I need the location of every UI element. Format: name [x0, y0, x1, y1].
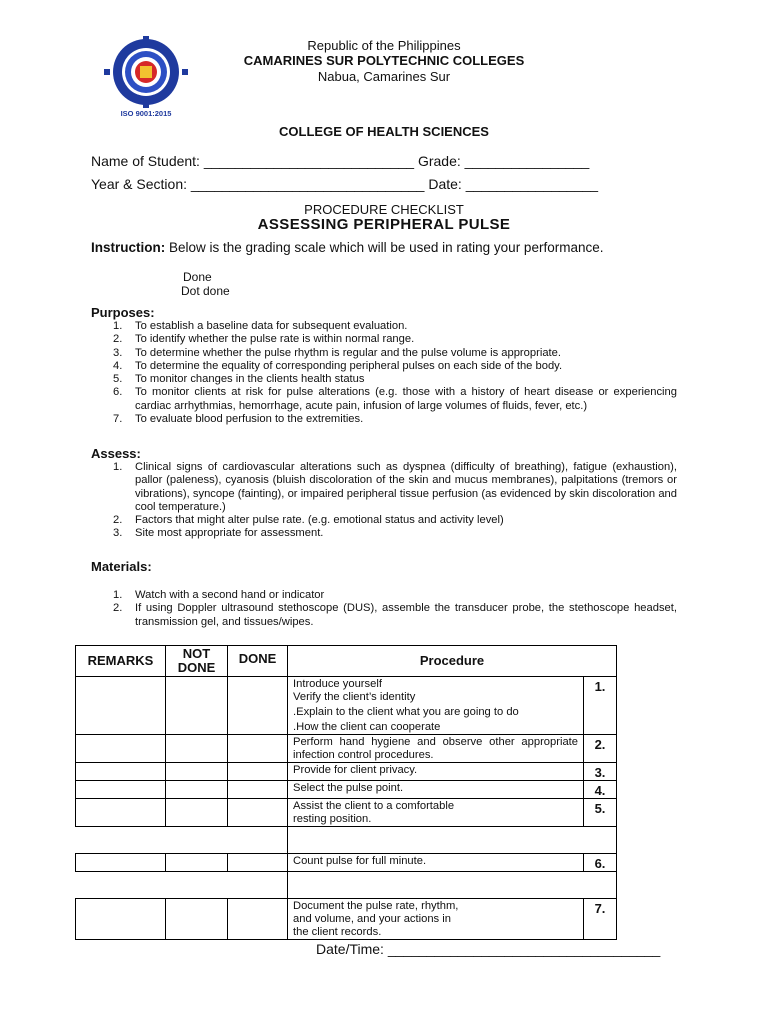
table-row	[76, 763, 617, 781]
step-number: 5.	[584, 799, 617, 827]
assess-heading: Assess:	[91, 446, 141, 461]
list-item: 1. Watch with a second hand or indicator	[113, 589, 325, 601]
list-item: 1. To establish a baseline data for subsequent evaluation.	[113, 320, 408, 332]
list-item: 7. To evaluate blood perfusion to the extremities.	[113, 413, 364, 426]
not-done-header: NOT DONE	[166, 646, 228, 677]
table-header-row	[76, 646, 617, 677]
remarks-cell[interactable]	[76, 735, 166, 763]
step-number: 2.	[584, 735, 617, 763]
materials-list	[91, 589, 677, 629]
remarks-cell[interactable]	[76, 899, 166, 940]
list-item: 2. Factors that might alter pulse rate. (e.g. emotional status and activity level)	[113, 514, 504, 527]
step-number: 7.	[584, 899, 617, 940]
list-item: 6. To monitor clients at risk for pulse alterations (e.g. those with a history of heart disease or experiencing cardiac arrhythmias, hemorrhage, acute pain, infusion of large volumes of fluids, fever, etc.)	[113, 386, 677, 412]
not-done-cell[interactable]	[166, 854, 228, 872]
done-cell[interactable]	[228, 854, 288, 872]
remarks-cell[interactable]	[76, 677, 166, 735]
table-row	[76, 799, 617, 827]
remarks-cell[interactable]	[76, 781, 166, 799]
not-done-cell[interactable]	[166, 899, 228, 940]
date-time-line: Date/Time: ___________________________________	[316, 941, 661, 957]
list-item: 5. To monitor changes in the clients health status	[113, 373, 365, 386]
not-done-cell[interactable]	[166, 735, 228, 763]
gear-icon	[104, 36, 188, 108]
step-number: 3.	[584, 763, 617, 781]
instruction-text: Below is the grading scale which will be used in rating your performance.	[165, 240, 604, 255]
procedure-cell: Perform hand hygiene and observe other appropriate infection control procedures.	[288, 735, 584, 763]
list-item: 2. To identify whether the pulse rate is within normal range.	[113, 333, 415, 346]
college-name: COLLEGE OF HEALTH SCIENCES	[279, 124, 489, 139]
student-name-grade-line: Name of Student: ___________________________ Grade: ________________	[91, 153, 590, 169]
done-cell[interactable]	[228, 799, 288, 827]
table-spacer	[76, 872, 617, 899]
procedure-cell: Assist the client to a comfortable resting position.	[288, 799, 584, 827]
not-done-cell[interactable]	[166, 799, 228, 827]
materials-heading: Materials:	[91, 559, 152, 574]
purposes-heading: Purposes:	[91, 305, 155, 320]
done-cell[interactable]	[228, 677, 288, 735]
procedure-cell: Introduce yourself Verify the client’s identity .Explain to the client what you are going to do .How the client can cooperate	[288, 677, 584, 735]
college-logo	[104, 36, 188, 120]
header-institution: CAMARINES SUR POLYTECHNIC COLLEGES	[243, 53, 525, 68]
checklist-title: PROCEDURE CHECKLIST	[304, 202, 464, 217]
procedure-title: ASSESSING PERIPHERAL PULSE	[257, 216, 511, 233]
year-section-date-line: Year & Section: ______________________________ Date: _________________	[91, 176, 599, 192]
list-item: 4. To determine the equality of corresponding peripheral pulses on each side of the body.	[113, 359, 563, 372]
procedure-cell: Count pulse for full minute.	[288, 854, 584, 872]
remarks-cell[interactable]	[76, 854, 166, 872]
done-cell[interactable]	[228, 781, 288, 799]
table-row	[76, 677, 617, 735]
not-done-cell[interactable]	[166, 781, 228, 799]
header-republic: Republic of the Philippines	[307, 38, 461, 53]
list-item: 3. Site most appropriate for assessment.	[113, 527, 324, 540]
remarks-header: REMARKS	[76, 646, 166, 677]
list-item: 3. To determine whether the pulse rhythm is regular and the pulse volume is appropriate.	[113, 346, 561, 359]
procedure-header: Procedure	[288, 646, 617, 677]
procedure-cell: Select the pulse point.	[288, 781, 584, 799]
done-cell[interactable]	[228, 899, 288, 940]
table-row	[76, 735, 617, 763]
purposes-list	[91, 320, 677, 426]
done-cell[interactable]	[228, 763, 288, 781]
procedure-table	[75, 645, 617, 940]
assess-list	[91, 461, 677, 541]
procedure-cell: Provide for client privacy.	[288, 763, 584, 781]
list-item: 2. If using Doppler ultrasound stethoscope (DUS), assemble the transducer probe, the stethoscope headset, transmission gel, and tissues/wipes.	[113, 602, 677, 628]
instruction	[91, 240, 603, 255]
remarks-cell[interactable]	[76, 799, 166, 827]
scale-done: Done	[183, 270, 212, 284]
table-row	[76, 854, 617, 872]
header-location: Nabua, Camarines Sur	[317, 69, 451, 84]
remarks-cell[interactable]	[76, 763, 166, 781]
table-spacer	[76, 827, 617, 854]
done-cell[interactable]	[228, 735, 288, 763]
table-row	[76, 899, 617, 940]
list-item: 1. Clinical signs of cardiovascular alterations such as dyspnea (difficulty of breathing), fatigue (exhaustion), pallor (paleness), cyanosis (bluish discoloration of the skin and mucus membranes), palpitations (tremors or vibrations), syncope (fainting), or impaired peripheral tissue perfusion (as evidenced by skin discoloration and cool temperature.)	[113, 461, 677, 513]
done-header: DONE	[228, 646, 288, 677]
scale-not-done: Dot done	[181, 284, 230, 298]
instruction-label: Instruction:	[91, 240, 166, 255]
not-done-cell[interactable]	[166, 763, 228, 781]
not-done-cell[interactable]	[166, 677, 228, 735]
procedure-cell: Document the pulse rate, rhythm, and volume, and your actions in the client records.	[288, 899, 584, 940]
svg-text:ISO 9001:2015: ISO 9001:2015	[120, 109, 172, 118]
step-number: 1.	[584, 677, 617, 735]
step-number: 6.	[584, 854, 617, 872]
step-number: 4.	[584, 781, 617, 799]
table-row	[76, 781, 617, 799]
